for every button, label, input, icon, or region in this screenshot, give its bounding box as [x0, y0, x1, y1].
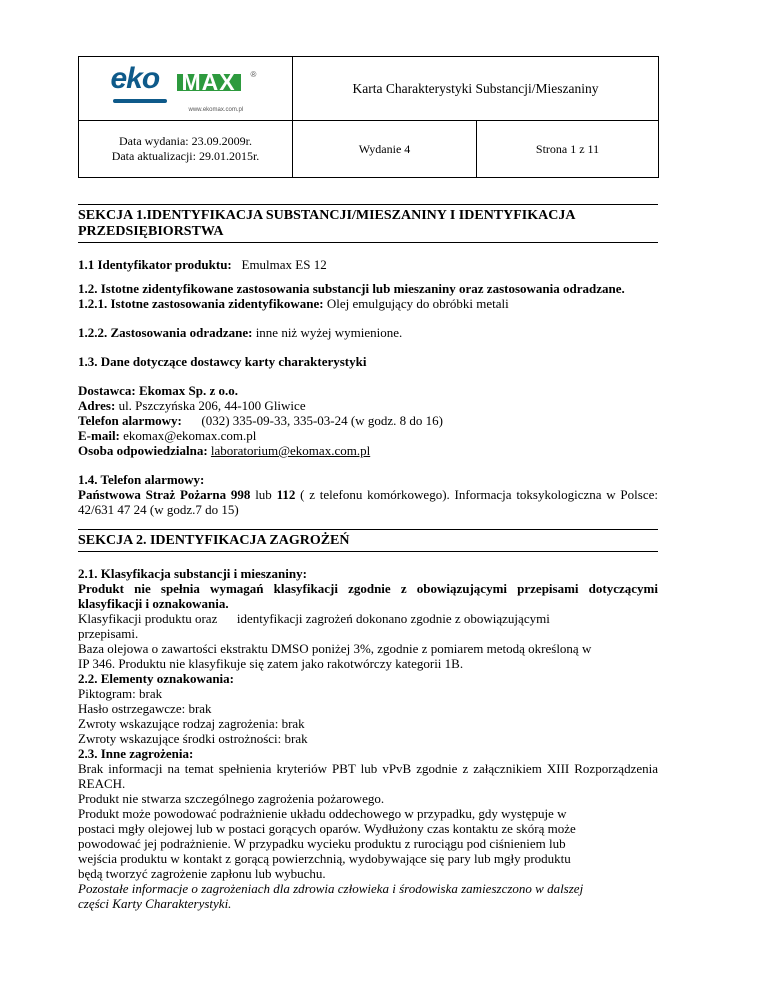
classification-p1-part-a: Klasyfikacji produktu oraz — [78, 611, 218, 626]
uses-advised-label: 1.2.2. Zastosowania odradzane: — [78, 325, 253, 340]
other-hazards-heading: 2.3. Inne zagrożenia: — [78, 746, 194, 761]
other-hazards-line: powodować jej podrażnienie. W przypadku wycieku produktu z rurociągu pod ciśnieniem lub — [78, 836, 566, 851]
labelling-item: Piktogram: brak — [78, 686, 163, 701]
other-hazards-line: wejścia produktu w kontakt z gorącą powierzchnią, wydobywające się pary lub mgły produktu — [78, 851, 571, 866]
dates-cell — [79, 121, 293, 178]
product-identifier — [78, 257, 658, 272]
uses-heading: 1.2. Istotne zidentyfikowane zastosowania substancji lub mieszaniny oraz zastosowania odradzane. — [78, 281, 625, 296]
supplier-heading: 1.3. Dane dotyczące dostawcy karty charakterystyki — [78, 354, 367, 369]
update-date: Data aktualizacji: 29.01.2015r. — [111, 149, 260, 163]
uses-identified — [78, 296, 658, 311]
supplier-contact-link[interactable]: laboratorium@ekomax.com.pl — [210, 443, 371, 458]
other-hazards-line: Produkt może powodować podrażnienie układu oddechowego w przypadku, gdy występuje w — [78, 806, 567, 821]
uses-advised-value: inne niż wyżej wymienione. — [252, 325, 403, 340]
other-hazards-line: postaci mgły olejowej lub w postaci gorących oparów. Wydłużony czas kontaktu ze skórą może — [78, 821, 576, 836]
labelling-item: Hasło ostrzegawcze: brak — [78, 701, 212, 716]
supplier-email — [78, 428, 658, 443]
supplier-phone-value: (032) 335-09-33, 335-03-24 (w godz. 8 do 16) — [201, 413, 443, 428]
classification-statement: Produkt nie spełnia wymagań klasyfikacji zgodnie z obowiązującymi przepisami dotyczącymi klasyfikacji i oznakowania. — [78, 581, 658, 611]
classification-p1 — [78, 611, 658, 626]
emergency-or: lub — [250, 487, 277, 502]
supplier-phone — [78, 413, 658, 428]
section-1-title: SEKCJA 1.IDENTYFIKACJA SUBSTANCJI/MIESZANINY I IDENTYFIKACJA PRZEDSIĘBIORSTWA — [78, 204, 658, 243]
document-page — [78, 56, 658, 911]
emergency-rest: ( z telefonu komórkowego). Informacja toksykologiczna w Polsce: 42/631 47 24 (w godz.7 do 15) — [78, 487, 658, 517]
edition-cell: Wydanie 4 — [293, 121, 477, 178]
supplier-contact — [78, 443, 658, 458]
product-identifier-label: 1.1 Identyfikator produktu: — [78, 257, 232, 272]
section-2-title: SEKCJA 2. IDENTYFIKACJA ZAGROŻEŃ — [78, 529, 658, 552]
header-table — [78, 56, 659, 178]
emergency-heading: 1.4. Telefon alarmowy: — [78, 472, 205, 487]
classification-p2-line1: Baza olejowa o zawartości ekstraktu DMSO poniżej 3%, zgodnie z pomiarem metodą określoną w — [78, 641, 592, 656]
emergency-number: 112 — [276, 487, 296, 502]
supplier-email-label: E-mail: — [78, 428, 120, 443]
uses-advised-against — [78, 325, 658, 340]
emergency-text — [78, 487, 658, 517]
supplier-name: Dostawca: Ekomax Sp. z o.o. — [78, 383, 238, 398]
labelling-item: Zwroty wskazujące rodzaj zagrożenia: brak — [78, 716, 305, 731]
classification-p1-cont: przepisami. — [78, 626, 139, 641]
supplier-address-label: Adres: — [78, 398, 116, 413]
classification-heading: 2.1. Klasyfikacja substancji i mieszaniny: — [78, 566, 307, 581]
ekomax-logo — [110, 61, 261, 113]
classification-p2-line2: IP 346. Produktu nie klasyfikuje się zatem jako rakotwórczy kategorii 1B. — [78, 656, 464, 671]
logo-cell — [79, 57, 293, 121]
other-hazards-line: będą tworzyć zagrożenie zapłonu lub wybuchu. — [78, 866, 326, 881]
supplier-phone-label: Telefon alarmowy: — [78, 413, 182, 428]
supplier-address — [78, 398, 658, 413]
product-identifier-value: Emulmax ES 12 — [241, 257, 327, 272]
labelling-item: Zwroty wskazujące środki ostrożności: brak — [78, 731, 308, 746]
logo-url: www.ekomax.com.pl — [188, 106, 244, 113]
other-hazards-pbt: Brak informacji na temat spełnienia kryteriów PBT lub vPvB zgodnie z załącznikiem XIII Rozporządzenia REACH. — [78, 761, 658, 791]
issue-date: Data wydania: 23.09.2009r. — [119, 134, 252, 148]
emergency-org: Państwowa Straż Pożarna 998 — [78, 487, 251, 502]
classification-p1-part-b: identyfikacji zagrożeń dokonano zgodnie z obowiązującymi — [236, 611, 550, 626]
document-title: Karta Charakterystyki Substancji/Mieszaniny — [293, 57, 659, 121]
further-info-line: części Karty Charakterystyki. — [78, 896, 232, 911]
logo-registered-mark: ® — [250, 69, 257, 79]
supplier-contact-label: Osoba odpowiedzialna: — [78, 443, 208, 458]
logo-max-text: MAX — [177, 74, 241, 91]
logo-eko-text: eko — [110, 61, 160, 95]
supplier-address-value: ul. Pszczyńska 206, 44-100 Gliwice — [115, 398, 306, 413]
uses-identified-label: 1.2.1. Istotne zastosowania zidentyfikowane: — [78, 296, 324, 311]
uses-identified-value: Olej emulgujący do obróbki metali — [323, 296, 509, 311]
supplier-email-value: ekomax@ekomax.com.pl — [119, 428, 257, 443]
further-info-line: Pozostałe informacje o zagrożeniach dla zdrowia człowieka i środowiska zamieszczono w dalszej — [78, 881, 584, 896]
other-hazards-fire: Produkt nie stwarza szczególnego zagrożenia pożarowego. — [78, 791, 385, 806]
labelling-heading: 2.2. Elementy oznakowania: — [78, 671, 234, 686]
page-number-cell: Strona 1 z 11 — [477, 121, 659, 178]
logo-swoosh-icon — [113, 99, 167, 103]
